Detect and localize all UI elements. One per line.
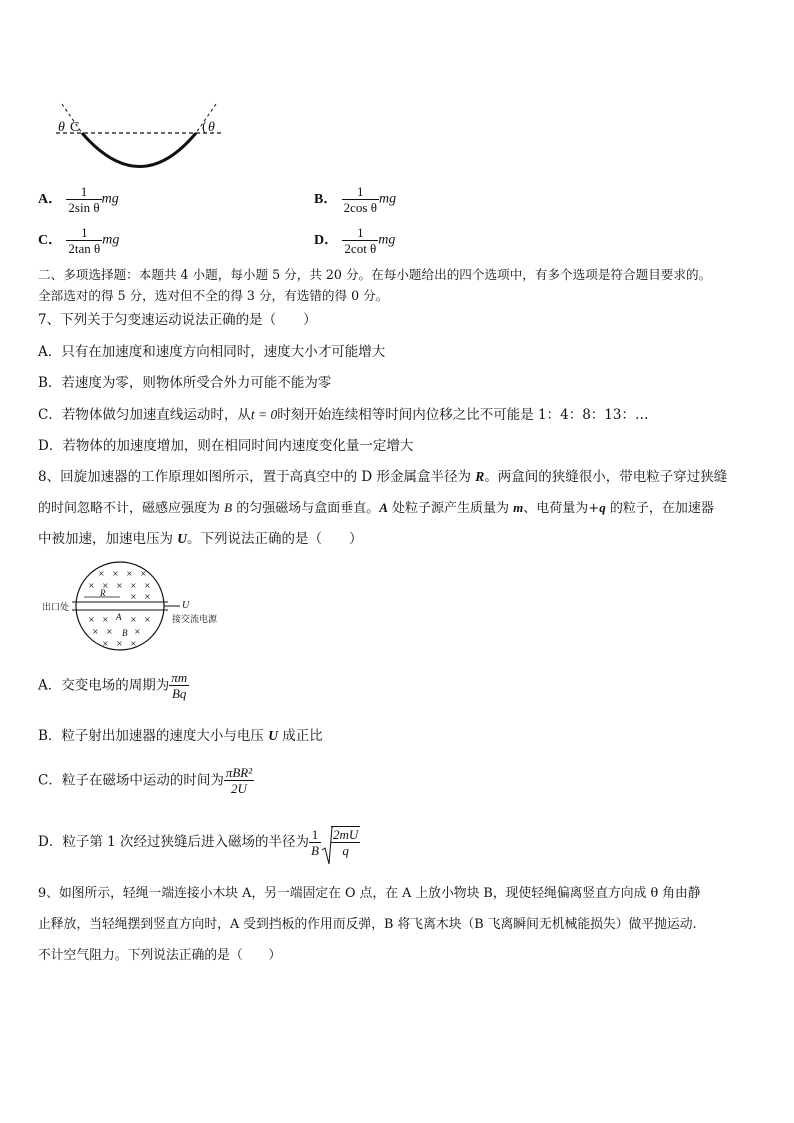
ac-source-label: 接交流电源 [172,615,218,625]
svg-text:×: × [130,581,137,590]
q7-option-d: D．若物体的加速度增加，则在相同时间内速度变化量一定增大 [38,438,414,454]
theta-left-label: θ [58,120,65,135]
svg-text:×: × [98,569,105,578]
rope-figure [52,100,232,175]
svg-text:C: C [70,120,80,135]
svg-text:×: × [144,581,151,590]
svg-text:×: × [130,615,137,624]
svg-text:×: × [102,615,109,624]
q7-option-b: B．若速度为零，则物体所受合外力可能不能为零 [38,375,332,391]
q6-option-a: A． $\frac{1}{\text{2sin θ}}$ mg [38,184,119,215]
svg-text:×: × [134,627,141,636]
q8-line3: 中被加速，加速电压为 U。下列说法正确的是（ ） [38,531,363,547]
source-a-label: A [116,612,122,622]
svg-text:×: × [116,581,123,590]
q8-option-b: B．粒子射出加速器的速度大小与电压 U 成正比 [38,728,323,744]
hanging-rope [82,133,196,167]
d-shaped-box-circle [76,562,164,650]
svg-text:×: × [144,592,151,601]
svg-text:×: × [126,569,133,578]
q9-line2: 止释放，当轻绳摆到竖直方向时，A 受到挡板的作用而反弹，B 将飞离木块（B 飞离瞬间无机械能损失）做平抛运动. [38,917,697,932]
svg-text:×: × [92,627,99,636]
section2-line1: 二、多项选择题：本题共 4 小题，每小题 5 分，共 20 分。在每小题给出的四个选项中，有多个选项是符合题目要求的。 [38,267,712,282]
svg-text:×: × [106,627,113,636]
q8-line2: 的时间忽略不计，磁感应强度为 B 的匀强磁场与盒面垂直。A 处粒子源产生质量为 m、电荷量为+q 的粒子，在加速器 [38,500,714,516]
svg-text:×: × [88,581,95,590]
voltage-u-label: U [182,600,190,611]
q6-option-d: D． $\frac{1}{\text{2cot θ}}$ mg [314,225,396,256]
radius-label: R [100,588,106,598]
svg-text:×: × [144,615,151,624]
svg-text:×: × [112,569,119,578]
exit-label: 出口处 [42,603,70,613]
q7-stem: 7、下列关于匀变速运动说法正确的是（ ） [38,312,317,328]
svg-text:×: × [88,615,95,624]
q9-line1: 9、如图所示，轻绳一端连接小木块 A，另一端固定在 O 点，在 A 上放小物块 B，现使轻绳偏离竖直方向成 θ 角由静 [38,886,701,901]
q8-option-a: A．交变电场的周期为 $\frac{\pi m}{Bq}$ [38,670,188,701]
magnetic-field-crosses [88,569,151,648]
q6-option-b: B． $\frac{1}{\text{2cos θ}}$ mg [314,184,397,215]
svg-text:×: × [140,569,147,578]
q8-line1: 8、回旋加速器的工作原理如图所示，置于高真空中的 D 形金属盒半径为 R。两盒间的狭缝很小，带电粒子穿过狭缝 [38,469,728,485]
square-root: $\frac{2mU}{q}$ [321,826,360,858]
q7-option-a: A．只有在加速度和速度方向相同时，速度大小才可能增大 [38,344,386,360]
svg-text:×: × [130,639,137,648]
q8-option-c: C．粒子在磁场中运动的时间为 $\frac{\text{πBR²}}{2U}$ [38,765,253,796]
cyclotron-figure [40,560,240,655]
field-b-label: B [122,628,128,638]
section2-line2: 全部选对的得 5 分，选对但不全的得 3 分，有选错的得 0 分。 [38,288,389,303]
svg-text:(: ( [202,120,207,135]
svg-text:×: × [102,581,109,590]
q8-option-d: D．粒子第 1 次经过狭缝后进入磁场的半径为 $\frac{1}{B}$ $\frac{2mU}{q}$ [38,826,360,858]
theta-right-label: θ [208,120,215,135]
q9-line3: 不计空气阻力。下列说法正确的是（ ） [38,948,282,963]
q7-option-c: C．若物体做匀加速直线运动时，从t = 0时刻开始连续相等时间内位移之比不可能是 1：4：8：13：… [38,407,649,423]
svg-text:×: × [116,639,123,648]
svg-text:×: × [102,639,109,648]
svg-text:×: × [130,592,137,601]
q6-option-c: C． $\frac{1}{\text{2tan θ}}$ mg [38,225,120,256]
